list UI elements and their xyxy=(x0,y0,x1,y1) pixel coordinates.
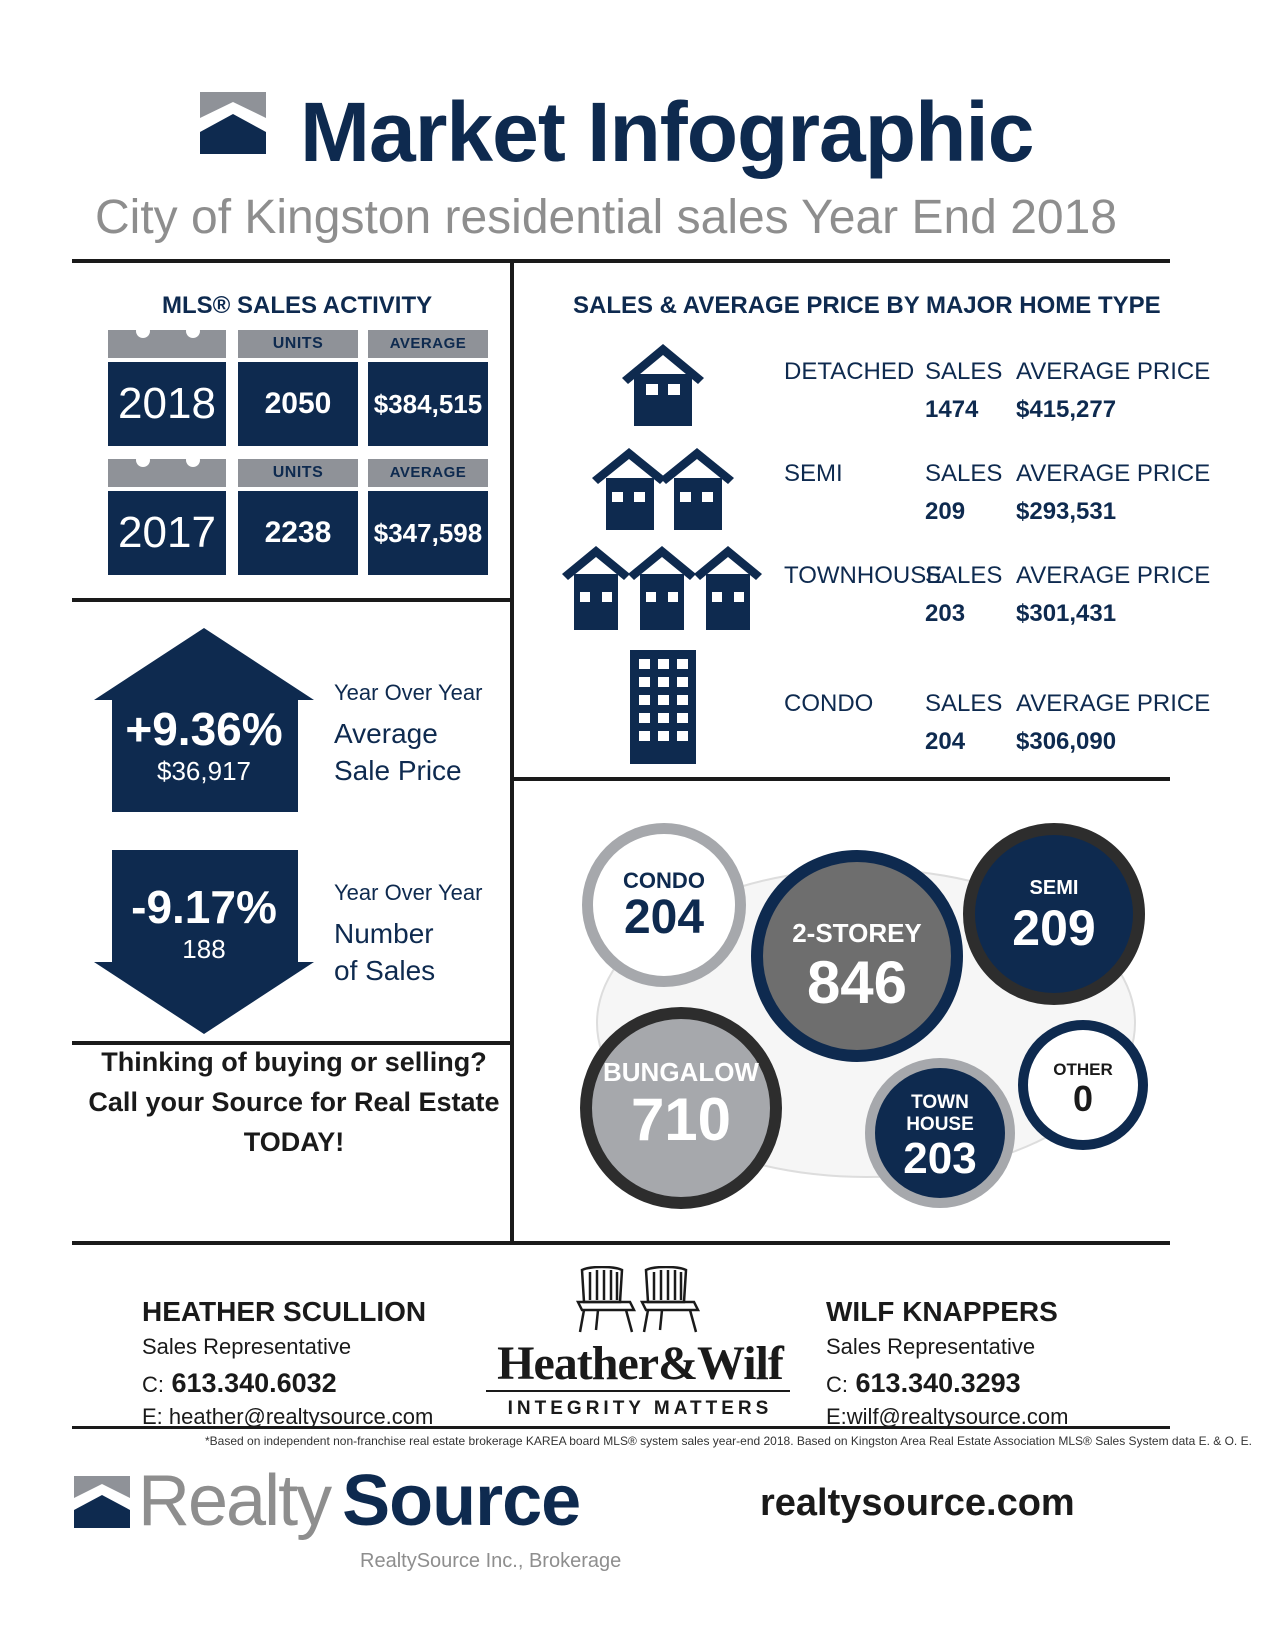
units-box xyxy=(238,362,358,446)
price-value: $301,431 xyxy=(1016,600,1117,627)
bubble-value: 0 xyxy=(1072,1078,1094,1119)
bubble-label-line1: TOWN xyxy=(911,1092,969,1113)
price-label: AVERAGE xyxy=(389,464,467,481)
divider-vertical xyxy=(510,259,514,1245)
price-label: AVERAGE PRICE xyxy=(1016,562,1211,589)
sales-label-line2: of Sales xyxy=(334,955,436,986)
price-box xyxy=(368,491,488,575)
price-change-percent: +9.36% xyxy=(125,703,283,755)
price-label: AVERAGE PRICE xyxy=(1016,460,1211,487)
cta-line3: TODAY! xyxy=(243,1127,345,1157)
bubble-label: OTHER xyxy=(1053,1060,1113,1079)
units-label: UNITS xyxy=(272,464,324,481)
contact-phone[interactable] xyxy=(826,1368,1021,1399)
price-tab xyxy=(368,330,488,358)
bubble-other xyxy=(1018,1020,1148,1150)
sales-value: 204 xyxy=(925,728,966,755)
bubble-label: SEMI xyxy=(1029,877,1079,899)
bubble-value: 209 xyxy=(1012,900,1096,956)
brand-realty: Realty xyxy=(138,1461,331,1541)
year-box xyxy=(108,491,226,575)
contact-role: Sales Representative xyxy=(826,1334,1036,1359)
condo-building-icon xyxy=(630,650,696,764)
price-label: AVERAGE PRICE xyxy=(1016,690,1211,717)
bubble-bungalow xyxy=(580,1007,782,1209)
calendar-top xyxy=(108,459,226,487)
units-tab xyxy=(238,330,358,358)
detached-house-icon xyxy=(618,340,708,426)
year-value: 2018 xyxy=(118,379,216,428)
sales-value: 209 xyxy=(925,498,966,525)
phone-prefix: C: xyxy=(826,1372,848,1397)
home-types-heading: SALES & AVERAGE PRICE BY MAJOR HOME TYPE xyxy=(573,292,1161,319)
sales-change-percent: -9.17% xyxy=(131,881,277,933)
realtysource-brand xyxy=(138,1460,580,1542)
realtysource-logo-icon xyxy=(74,1476,130,1528)
team-logo-tagline: INTEGRITY MATTERS xyxy=(507,1398,773,1419)
brokerage-name: RealtySource Inc., Brokerage xyxy=(360,1550,622,1572)
units-box xyxy=(238,491,358,575)
website-link[interactable]: realtysource.com xyxy=(760,1482,1075,1524)
home-type-name: DETACHED xyxy=(784,358,915,385)
contact-email[interactable]: E: heather@realtysource.com xyxy=(142,1404,434,1429)
mls-heading: MLS® SALES ACTIVITY xyxy=(162,292,433,319)
contact-phone[interactable] xyxy=(142,1368,337,1399)
year-box xyxy=(108,362,226,446)
year-value: 2017 xyxy=(118,508,216,557)
home-type-name: SEMI xyxy=(784,460,843,487)
bubble-value: 710 xyxy=(630,1086,732,1153)
sales-value: 203 xyxy=(925,600,966,627)
price-value: $306,090 xyxy=(1016,728,1117,755)
price-tab xyxy=(368,459,488,487)
page-title: Market Infographic xyxy=(300,85,1034,179)
sales-label: SALES xyxy=(925,562,1003,589)
calendar-ring-icon xyxy=(136,324,150,338)
sales-yoy-label: Year Over Year xyxy=(334,880,483,905)
bubble-value: 204 xyxy=(623,891,705,944)
bubble-townhouse xyxy=(865,1058,1015,1208)
bubble-label: CONDO xyxy=(623,868,705,893)
price-value: $347,598 xyxy=(373,518,483,548)
price-value: $415,277 xyxy=(1016,396,1117,423)
units-label: UNITS xyxy=(272,335,324,352)
bubble-value: 846 xyxy=(806,949,908,1016)
sales-label: SALES xyxy=(925,690,1003,717)
price-label: AVERAGE PRICE xyxy=(1016,358,1211,385)
calendar-ring-icon xyxy=(186,453,200,467)
sales-label: SALES xyxy=(925,460,1003,487)
cta-line2: Call your Source for Real Estate xyxy=(88,1087,500,1117)
calendar-top xyxy=(108,330,226,358)
phone-number: 613.340.3293 xyxy=(855,1368,1021,1398)
price-label-line1: Average xyxy=(334,718,438,749)
units-value: 2238 xyxy=(264,516,332,549)
bubble-two-storey xyxy=(751,850,963,1062)
phone-prefix: C: xyxy=(142,1372,164,1397)
team-logo-underline xyxy=(486,1390,790,1392)
divider-right-1 xyxy=(510,777,1170,781)
townhouse-icon xyxy=(562,542,762,630)
header-logo-icon xyxy=(200,92,266,154)
semi-house-icon xyxy=(592,444,734,530)
units-tab xyxy=(238,459,358,487)
calendar-ring-icon xyxy=(186,324,200,338)
brand-source: Source xyxy=(342,1461,581,1541)
price-value: $293,531 xyxy=(1016,498,1117,525)
price-label-line2: Sale Price xyxy=(334,755,462,786)
call-to-action xyxy=(78,1042,510,1162)
bubble-semi xyxy=(963,823,1145,1005)
price-value: $384,515 xyxy=(373,389,483,419)
home-type-name: TOWNHOUSE xyxy=(784,562,943,589)
calendar-ring-icon xyxy=(136,453,150,467)
sales-change-amount: 188 xyxy=(182,934,226,964)
units-value: 2050 xyxy=(264,387,332,420)
contact-name: HEATHER SCULLION xyxy=(142,1296,427,1327)
page-subtitle: City of Kingston residential sales Year End 2018 xyxy=(95,191,1117,244)
contact-name: WILF KNAPPERS xyxy=(826,1296,1058,1327)
contact-email[interactable]: E:wilf@realtysource.com xyxy=(826,1404,1069,1429)
price-change-amount: $36,917 xyxy=(157,756,251,786)
divider-bottom xyxy=(72,1241,1170,1245)
footnote: *Based on independent non-franchise real estate brokerage KAREA board MLS® system sales year-end 2018. Based on Kingston Area Real Estate Association MLS® Sales System data E. & O. E. xyxy=(205,1434,1252,1448)
bubble-value: 203 xyxy=(903,1134,977,1183)
home-type-name: CONDO xyxy=(784,690,874,717)
sales-label-line1: Number xyxy=(334,918,434,949)
price-label: AVERAGE xyxy=(389,335,467,352)
sales-label: SALES xyxy=(925,358,1003,385)
bubble-label-line2: HOUSE xyxy=(906,1114,974,1135)
team-logo-name: Heather&Wilf xyxy=(497,1337,783,1390)
bubble-label: BUNGALOW xyxy=(603,1057,759,1087)
bubble-condo xyxy=(582,823,746,987)
price-box xyxy=(368,362,488,446)
price-yoy-label: Year Over Year xyxy=(334,680,483,705)
contact-role: Sales Representative xyxy=(142,1334,352,1359)
divider-top xyxy=(72,259,1170,263)
divider-left-1 xyxy=(72,598,512,602)
sales-value: 1474 xyxy=(925,396,979,423)
phone-number: 613.340.6032 xyxy=(171,1368,337,1398)
cta-line1: Thinking of buying or selling? xyxy=(101,1047,487,1077)
muskoka-chairs-icon xyxy=(576,1266,702,1334)
bubble-label: 2-STOREY xyxy=(792,918,922,948)
